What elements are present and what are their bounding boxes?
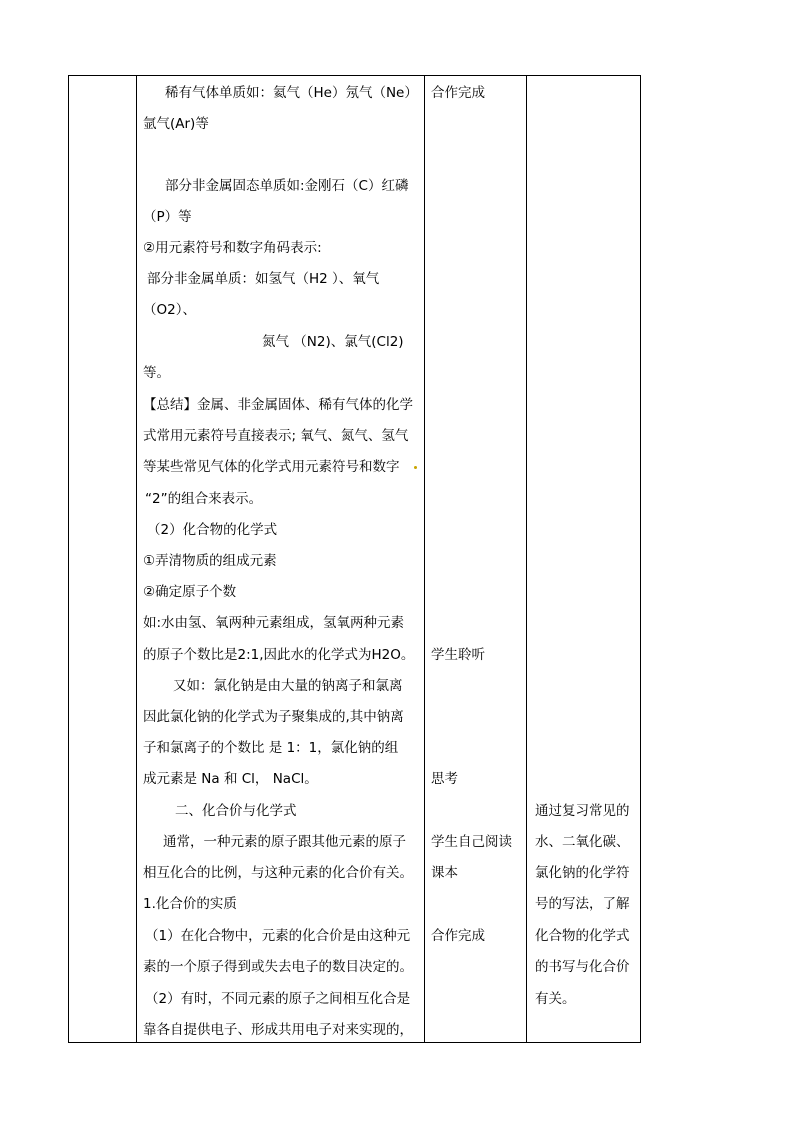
- content-line: 如:水由氢、氧两种元素组成，氢氧两种元素: [143, 615, 405, 631]
- content-line: 又如：氯化钠是由大量的钠离子和氯离: [173, 678, 403, 694]
- content-line: （2）化合物的化学式: [147, 522, 278, 538]
- intent-note: 化合物的化学式: [535, 928, 630, 944]
- content-line: （1）在化合物中，元素的化合价是由这种元: [145, 928, 411, 944]
- column-divider-2: [424, 76, 425, 1042]
- content-line: （2）有时，不同元素的原子之间相互化合是: [145, 991, 411, 1007]
- content-line: 部分非金属固态单质如:金刚石（C）红磷: [165, 178, 409, 194]
- content-line: 素的一个原子得到或失去电子的数目决定的。: [143, 959, 413, 975]
- content-line: （O2）、: [143, 302, 196, 318]
- content-line: ①弄清物质的组成元素: [143, 553, 277, 569]
- intent-note: 有关。: [535, 991, 576, 1007]
- content-line: ②确定原子个数: [143, 584, 237, 600]
- activity-note: 学生聆听: [431, 647, 485, 663]
- content-line: 稀有气体单质如：氦气（He）氖气（Ne）: [165, 85, 418, 101]
- intent-note: 通过复习常见的: [535, 803, 630, 819]
- content-line: 通常，一种元素的原子跟其他元素的原子: [163, 834, 406, 850]
- content-line: 等。: [143, 365, 170, 381]
- content-line: 氮气 （N2)、氯气(Cl2): [262, 334, 404, 350]
- content-line: “2”的组合来表示。: [145, 491, 263, 507]
- content-line: 靠各自提供电子、形成共用电子对来实现的，: [143, 1022, 413, 1038]
- activity-note: 合作完成: [431, 85, 485, 101]
- content-line: 子和氯离子的个数比 是 1：1，氯化钠的组: [143, 740, 399, 756]
- intent-note: 氯化钠的化学符: [535, 865, 630, 881]
- content-line: 相互化合的比例，与这种元素的化合价有关。: [143, 865, 413, 881]
- content-line: 氩气(Ar)等: [143, 116, 209, 132]
- content-line: 部分非金属单质：如氢气（H2 ）、氧气: [147, 271, 380, 287]
- content-line: 成元素是 Na 和 Cl， NaCl。: [143, 771, 318, 787]
- column-divider-1: [136, 76, 137, 1042]
- subsection-heading: 1.化合价的实质: [143, 896, 237, 912]
- content-line: （P）等: [143, 209, 192, 225]
- content-line: 因此氯化钠的化学式为子聚集成的,其中钠离: [143, 709, 404, 725]
- content-line: 等某些常见气体的化学式用元素符号和数字: [143, 459, 400, 475]
- column-divider-3: [526, 76, 527, 1042]
- content-line: 的原子个数比是2:1,因此水的化学式为H2O。: [143, 647, 415, 663]
- activity-note: 学生自己阅读: [431, 834, 512, 850]
- intent-note: 水、二氧化碳、: [535, 834, 630, 850]
- activity-note: 合作完成: [431, 928, 485, 944]
- marker-dot: [414, 466, 417, 469]
- summary-line: 【总结】金属、非金属固体、稀有气体的化学: [143, 397, 413, 413]
- content-line: 式常用元素符号直接表示; 氧气、氮气、氢气: [143, 428, 409, 444]
- content-line: ②用元素符号和数字角码表示:: [143, 240, 322, 256]
- section-heading: 二、化合价与化学式: [175, 803, 297, 819]
- intent-note: 的书写与化合价: [535, 959, 630, 975]
- activity-note: 课本: [431, 865, 458, 881]
- intent-note: 号的写法，了解: [535, 896, 630, 912]
- activity-note: 思考: [431, 771, 458, 787]
